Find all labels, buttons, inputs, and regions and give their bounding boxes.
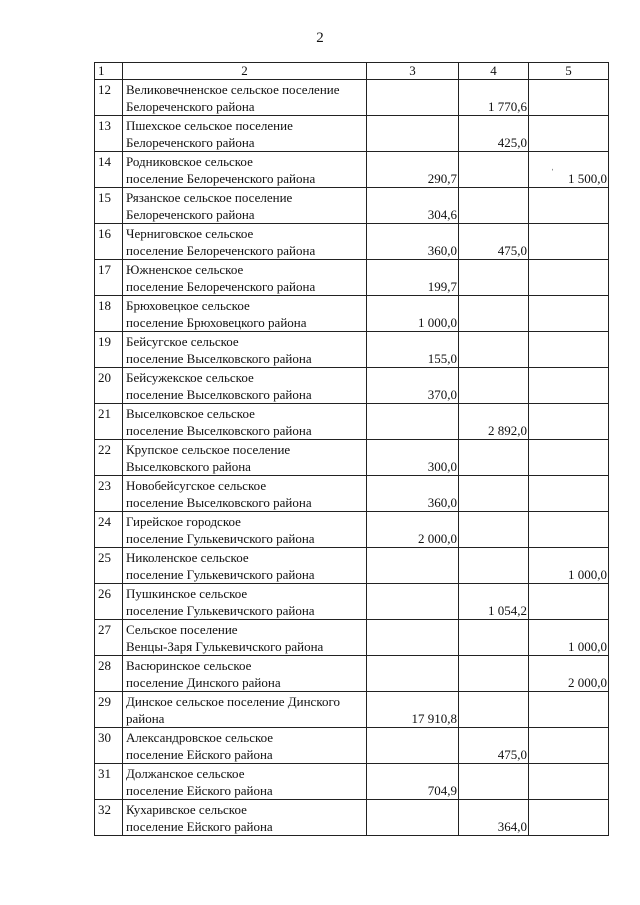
amount-col3: 1 000,0 xyxy=(418,315,457,330)
table-row xyxy=(95,620,609,656)
row-number: 29 xyxy=(98,694,111,709)
settlement-name-line2: поселение Белореченского района xyxy=(126,171,316,186)
amount-col3: 704,9 xyxy=(427,783,457,798)
amount-col5-cell xyxy=(529,656,609,692)
table-row xyxy=(95,728,609,764)
settlement-name-line1: Новобейсугское сельское xyxy=(126,478,267,493)
table-row xyxy=(95,584,609,620)
amount-col3: 2 000,0 xyxy=(418,531,457,546)
settlement-name-line1: Динское сельское поселение Динского xyxy=(126,694,340,709)
settlement-name-line2: поселение Ейского района xyxy=(126,819,273,834)
amount-col5: 2 000,0 xyxy=(568,675,607,690)
settlement-name-line2: поселение Гулькевичского района xyxy=(126,531,315,546)
settlement-name-cell xyxy=(123,332,367,368)
column-header: 2 xyxy=(123,63,367,80)
row-number: 23 xyxy=(98,478,111,493)
settlement-name-line2: поселение Гулькевичского района xyxy=(126,567,315,582)
settlement-name-cell xyxy=(123,152,367,188)
settlement-name-cell xyxy=(123,584,367,620)
table-row xyxy=(95,692,609,728)
amount-col4-cell xyxy=(459,800,529,836)
settlement-name-line2: поселение Выселковского района xyxy=(126,423,312,438)
settlement-name-line1: Черниговское сельское xyxy=(126,226,254,241)
settlement-name-line1: Выселковское сельское xyxy=(126,406,255,421)
amount-col3-cell xyxy=(367,188,459,224)
settlement-name-line1: Васюринское сельское xyxy=(126,658,252,673)
amount-col4: 1 054,2 xyxy=(488,603,527,618)
amount-col3-cell xyxy=(367,332,459,368)
settlement-name-cell xyxy=(123,440,367,476)
row-number-cell xyxy=(95,116,123,152)
amount-col5-cell xyxy=(529,368,609,404)
row-number-cell xyxy=(95,764,123,800)
amount-col3-cell xyxy=(367,296,459,332)
column-header: 3 xyxy=(367,63,459,80)
row-number: 32 xyxy=(98,802,111,817)
amount-col3-cell xyxy=(367,476,459,512)
settlement-name-line1: Кухаривское сельское xyxy=(126,802,247,817)
amount-col3-cell xyxy=(367,512,459,548)
row-number: 27 xyxy=(98,622,111,637)
amount-col4-cell xyxy=(459,476,529,512)
amount-col3-cell xyxy=(367,620,459,656)
row-number: 17 xyxy=(98,262,111,277)
amount-col3-cell xyxy=(367,116,459,152)
row-number: 28 xyxy=(98,658,111,673)
settlement-name-cell xyxy=(123,260,367,296)
settlement-name-cell xyxy=(123,548,367,584)
amount-col5-cell xyxy=(529,800,609,836)
settlement-name-line2: поселение Белореченского района xyxy=(126,279,316,294)
row-number-cell xyxy=(95,620,123,656)
settlement-name-line1: Великовечненское сельское поселение xyxy=(126,82,340,97)
amount-col5-cell xyxy=(529,692,609,728)
settlement-name-line1: Бейсугское сельское xyxy=(126,334,239,349)
settlement-name-line2: поселение Белореченского района xyxy=(126,243,316,258)
amount-col5: 1 000,0 xyxy=(568,567,607,582)
row-number: 21 xyxy=(98,406,111,421)
row-number-cell xyxy=(95,692,123,728)
row-number: 25 xyxy=(98,550,111,565)
row-number-cell xyxy=(95,584,123,620)
table-row xyxy=(95,332,609,368)
amount-col5-cell xyxy=(529,728,609,764)
table-row xyxy=(95,152,609,188)
row-number-cell xyxy=(95,512,123,548)
table-row xyxy=(95,404,609,440)
table-row xyxy=(95,368,609,404)
amount-col5-cell xyxy=(529,296,609,332)
settlement-name-cell xyxy=(123,656,367,692)
amount-col5-cell xyxy=(529,620,609,656)
row-number: 26 xyxy=(98,586,111,601)
amount-col3-cell xyxy=(367,152,459,188)
row-number: 14 xyxy=(98,154,111,169)
settlement-name-line2: района xyxy=(126,711,165,726)
table-row xyxy=(95,296,609,332)
amount-col5-cell xyxy=(529,584,609,620)
amount-col5-cell xyxy=(529,764,609,800)
amount-col5-cell xyxy=(529,80,609,116)
column-header: 4 xyxy=(459,63,529,80)
amount-col3-cell xyxy=(367,224,459,260)
row-number-cell xyxy=(95,296,123,332)
amount-col4-cell xyxy=(459,296,529,332)
amount-col3-cell xyxy=(367,260,459,296)
table-row xyxy=(95,80,609,116)
settlement-name-line2: поселение Выселковского района xyxy=(126,387,312,402)
table-row xyxy=(95,476,609,512)
row-number: 15 xyxy=(98,190,111,205)
amount-col4: 1 770,6 xyxy=(488,99,527,114)
amount-col4-cell xyxy=(459,440,529,476)
amount-col4-cell xyxy=(459,764,529,800)
amount-col4-cell xyxy=(459,404,529,440)
settlement-name-line1: Родниковское сельское xyxy=(126,154,253,169)
settlement-name-cell xyxy=(123,188,367,224)
settlement-name-line2: Белореченского района xyxy=(126,99,255,114)
row-number: 13 xyxy=(98,118,111,133)
settlement-name-cell xyxy=(123,80,367,116)
column-header: 5 xyxy=(529,63,609,80)
amount-col4-cell xyxy=(459,80,529,116)
table-row xyxy=(95,188,609,224)
settlement-name-line2: поселение Гулькевичского района xyxy=(126,603,315,618)
amount-col5: 1 000,0 xyxy=(568,639,607,654)
amount-col4-cell xyxy=(459,224,529,260)
row-number: 20 xyxy=(98,370,111,385)
settlement-name-cell xyxy=(123,404,367,440)
amount-col5-cell xyxy=(529,332,609,368)
settlement-name-cell xyxy=(123,476,367,512)
row-number-cell xyxy=(95,728,123,764)
amount-col5-cell xyxy=(529,152,609,188)
settlement-name-line2: поселение Брюховецкого района xyxy=(126,315,307,330)
amount-col4-cell xyxy=(459,368,529,404)
amount-col4: 475,0 xyxy=(497,243,527,258)
amount-col5-cell xyxy=(529,512,609,548)
amount-col4-cell xyxy=(459,512,529,548)
amount-col3-cell xyxy=(367,656,459,692)
settlement-name-cell xyxy=(123,692,367,728)
row-number-cell xyxy=(95,404,123,440)
table-row xyxy=(95,800,609,836)
settlement-name-line2: поселение Ейского района xyxy=(126,747,273,762)
amount-col3: 304,6 xyxy=(427,207,457,222)
settlement-name-line1: Николенское сельское xyxy=(126,550,249,565)
table-row xyxy=(95,224,609,260)
row-number: 18 xyxy=(98,298,111,313)
row-number-cell xyxy=(95,260,123,296)
amount-col3-cell xyxy=(367,368,459,404)
row-number-cell xyxy=(95,332,123,368)
settlement-name-line1: Пушкинское сельское xyxy=(126,586,248,601)
settlement-name-line1: Александровское сельское xyxy=(126,730,274,745)
amount-col3: 290,7 xyxy=(427,171,457,186)
amount-col4: 425,0 xyxy=(497,135,527,150)
settlement-name-line1: Южненское сельское xyxy=(126,262,244,277)
settlement-name-cell xyxy=(123,296,367,332)
table-row xyxy=(95,440,609,476)
amount-col4-cell xyxy=(459,260,529,296)
amount-col3: 17 910,8 xyxy=(411,711,457,726)
table-body xyxy=(95,63,609,836)
amount-col5-cell xyxy=(529,548,609,584)
settlement-name-line2: Венцы-Заря Гулькевичского района xyxy=(126,639,324,654)
settlement-name-line2: поселение Выселковского района xyxy=(126,351,312,366)
settlement-name-line2: поселение Ейского района xyxy=(126,783,273,798)
amount-col4-cell xyxy=(459,116,529,152)
row-number: 24 xyxy=(98,514,111,529)
row-number-cell xyxy=(95,224,123,260)
amount-col3-cell xyxy=(367,584,459,620)
amount-col4-cell xyxy=(459,728,529,764)
settlement-name-line2: поселение Выселковского района xyxy=(126,495,312,510)
page-number: 2 xyxy=(316,30,324,46)
amount-col5-cell xyxy=(529,440,609,476)
settlement-name-line1: Гирейское городское xyxy=(126,514,241,529)
settlement-name-line1: Рязанское сельское поселение xyxy=(126,190,293,205)
amount-col3-cell xyxy=(367,440,459,476)
table-row xyxy=(95,764,609,800)
row-number: 19 xyxy=(98,334,111,349)
settlement-name-line2: Выселковского района xyxy=(126,459,251,474)
scan-speck: ˈ xyxy=(551,168,555,179)
amount-col3-cell xyxy=(367,764,459,800)
settlement-name-line1: Крупское сельское поселение xyxy=(126,442,291,457)
allocation-table xyxy=(94,62,609,836)
amount-col4: 2 892,0 xyxy=(488,423,527,438)
table-row xyxy=(95,512,609,548)
amount-col5: 1 500,0 xyxy=(568,171,607,186)
amount-col3-cell xyxy=(367,404,459,440)
row-number-cell xyxy=(95,656,123,692)
amount-col5-cell xyxy=(529,404,609,440)
amount-col4-cell xyxy=(459,152,529,188)
row-number: 22 xyxy=(98,442,111,457)
settlement-name-line1: Брюховецкое сельское xyxy=(126,298,250,313)
amount-col4-cell xyxy=(459,332,529,368)
settlement-name-line1: Пшехское сельское поселение xyxy=(126,118,293,133)
amount-col4-cell xyxy=(459,692,529,728)
amount-col4-cell xyxy=(459,584,529,620)
row-number-cell xyxy=(95,800,123,836)
row-number: 16 xyxy=(98,226,111,241)
amount-col3-cell xyxy=(367,548,459,584)
amount-col4: 475,0 xyxy=(497,747,527,762)
amount-col4-cell xyxy=(459,620,529,656)
amount-col5-cell xyxy=(529,224,609,260)
amount-col3: 300,0 xyxy=(427,459,457,474)
settlement-name-cell xyxy=(123,620,367,656)
row-number: 30 xyxy=(98,730,111,745)
amount-col4-cell xyxy=(459,656,529,692)
row-number-cell xyxy=(95,548,123,584)
amount-col3-cell xyxy=(367,728,459,764)
amount-col5-cell xyxy=(529,476,609,512)
table-row xyxy=(95,260,609,296)
amount-col4: 364,0 xyxy=(497,819,527,834)
amount-col5-cell xyxy=(529,116,609,152)
amount-col3: 360,0 xyxy=(427,243,457,258)
row-number-cell xyxy=(95,476,123,512)
row-number: 12 xyxy=(98,82,111,97)
settlement-name-cell xyxy=(123,728,367,764)
settlement-name-line1: Сельское поселение xyxy=(126,622,238,637)
amount-col3: 360,0 xyxy=(427,495,457,510)
settlement-name-cell xyxy=(123,800,367,836)
settlement-name-cell xyxy=(123,116,367,152)
amount-col3-cell xyxy=(367,800,459,836)
row-number: 31 xyxy=(98,766,111,781)
amount-col5-cell xyxy=(529,260,609,296)
table-header-row xyxy=(95,63,609,80)
amount-col4-cell xyxy=(459,548,529,584)
settlement-name-line1: Должанское сельское xyxy=(126,766,245,781)
settlement-name-line2: Белореченского района xyxy=(126,207,255,222)
settlement-name-cell xyxy=(123,764,367,800)
settlement-name-line2: поселение Динского района xyxy=(126,675,281,690)
settlement-name-cell xyxy=(123,224,367,260)
amount-col5-cell xyxy=(529,188,609,224)
settlement-name-cell xyxy=(123,512,367,548)
row-number-cell xyxy=(95,188,123,224)
amount-col3-cell xyxy=(367,80,459,116)
row-number-cell xyxy=(95,440,123,476)
row-number-cell xyxy=(95,368,123,404)
settlement-name-line1: Бейсужекское сельское xyxy=(126,370,254,385)
amount-col3: 370,0 xyxy=(427,387,457,402)
amount-col4-cell xyxy=(459,188,529,224)
table-row xyxy=(95,656,609,692)
row-number-cell xyxy=(95,80,123,116)
table-row xyxy=(95,116,609,152)
settlement-name-line2: Белореченского района xyxy=(126,135,255,150)
amount-col3-cell xyxy=(367,692,459,728)
row-number-cell xyxy=(95,152,123,188)
amount-col3: 155,0 xyxy=(427,351,457,366)
amount-col3: 199,7 xyxy=(427,279,457,294)
settlement-name-cell xyxy=(123,368,367,404)
table-row xyxy=(95,548,609,584)
column-header: 1 xyxy=(95,63,123,80)
